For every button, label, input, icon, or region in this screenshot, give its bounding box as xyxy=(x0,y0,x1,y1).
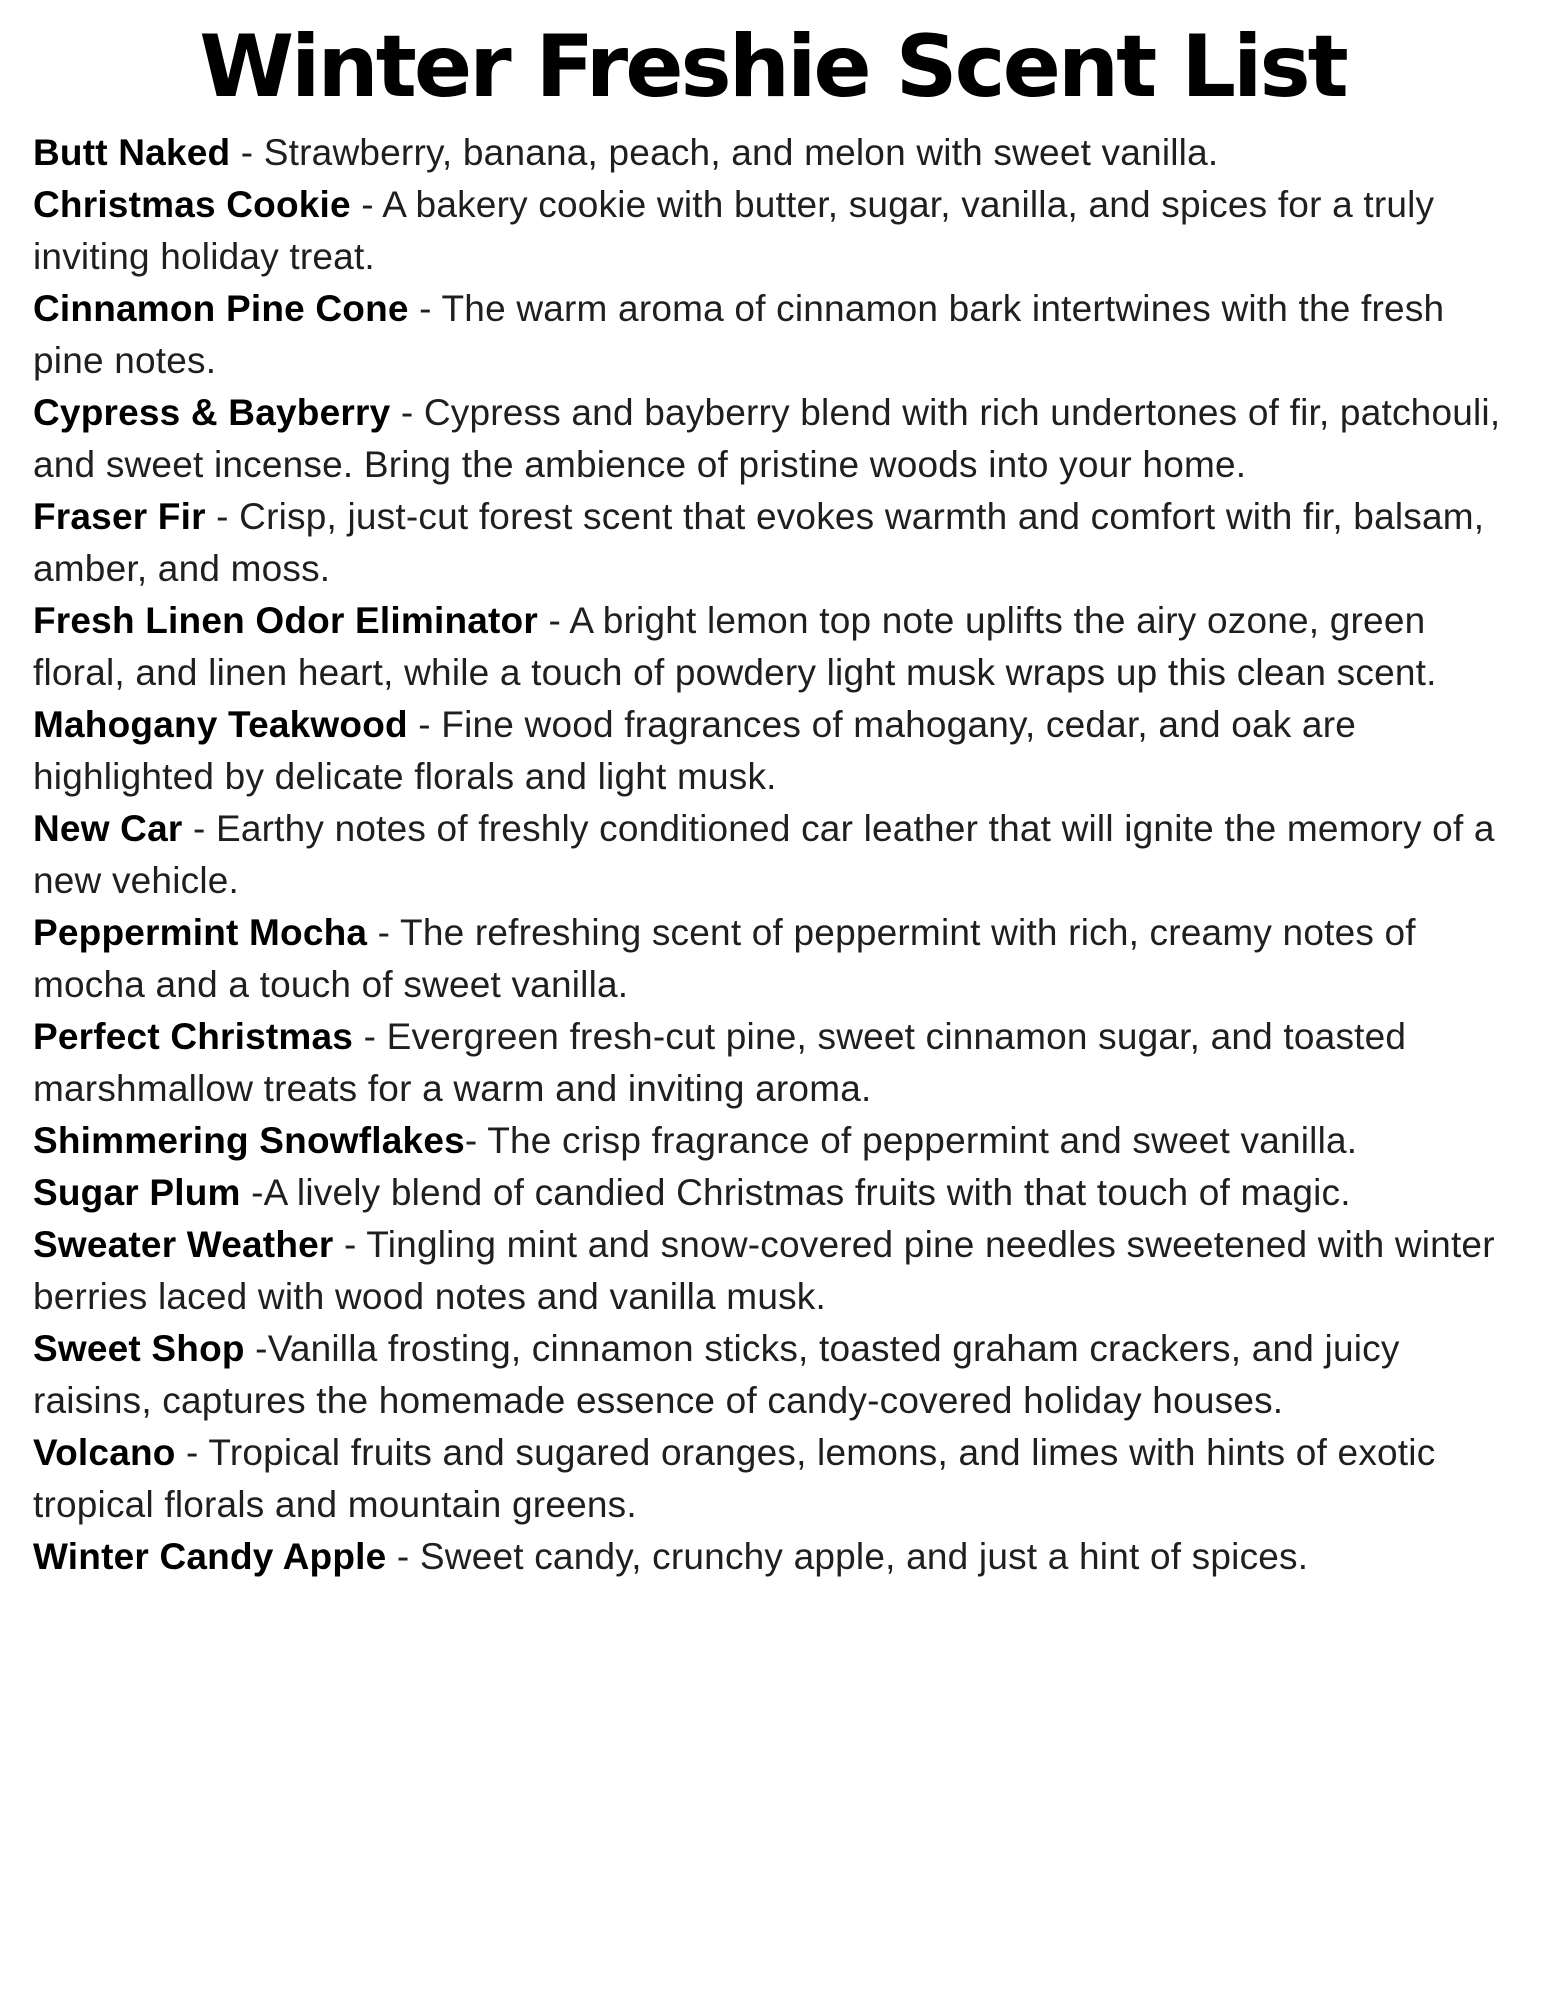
scent-name: Peppermint Mocha xyxy=(33,911,368,953)
scent-name: New Car xyxy=(33,807,183,849)
scent-name: Volcano xyxy=(33,1431,176,1473)
scent-item-fraser-fir xyxy=(33,491,1512,595)
scent-description: - The crisp fragrance of peppermint and sweet vanilla. xyxy=(464,1119,1358,1161)
scent-name: Christmas Cookie xyxy=(33,183,351,225)
scent-name: Perfect Christmas xyxy=(33,1015,354,1057)
scent-name: Sugar Plum xyxy=(33,1171,241,1213)
scent-item-shimmering-snowflakes xyxy=(33,1115,1512,1167)
page-title: Winter Freshie Scent List xyxy=(199,17,1346,117)
scent-item-cinnamon-pine-cone xyxy=(33,283,1512,387)
scent-description: - Cypress and bayberry blend with rich undertones of fir, patchouli, and sweet incense. Bring the ambience of pristine woods into your home. xyxy=(33,391,1501,485)
scent-name: Fresh Linen Odor Eliminator xyxy=(33,599,538,641)
scent-item-fresh-linen-odor-eliminator xyxy=(33,595,1512,699)
scent-description: - Sweet candy, crunchy apple, and just a hint of spices. xyxy=(386,1535,1309,1577)
scent-name: Winter Candy Apple xyxy=(33,1535,387,1577)
scent-name: Butt Naked xyxy=(33,131,231,173)
scent-description: - A bright lemon top note uplifts the airy ozone, green floral, and linen heart, while a touch of powdery light musk wraps up this clean scent. xyxy=(33,599,1437,693)
scent-item-cypress-bayberry xyxy=(33,387,1512,491)
scent-name: Sweet Shop xyxy=(33,1327,245,1369)
scent-item-volcano xyxy=(33,1427,1512,1531)
scent-name: Sweater Weather xyxy=(33,1223,334,1265)
scent-name: Cinnamon Pine Cone xyxy=(33,287,409,329)
scent-description: - Tropical fruits and sugared oranges, lemons, and limes with hints of exotic tropical florals and mountain greens. xyxy=(33,1431,1436,1525)
scent-item-new-car xyxy=(33,803,1512,907)
scent-item-peppermint-mocha xyxy=(33,907,1512,1011)
scent-item-sugar-plum xyxy=(33,1167,1512,1219)
scent-description: - A bakery cookie with butter, sugar, vanilla, and spices for a truly inviting holiday treat. xyxy=(33,183,1435,277)
scent-description: - Earthy notes of freshly conditioned car leather that will ignite the memory of a new vehicle. xyxy=(33,807,1495,901)
scent-name: Mahogany Teakwood xyxy=(33,703,408,745)
scent-description: - Evergreen fresh-cut pine, sweet cinnamon sugar, and toasted marshmallow treats for a warm and inviting aroma. xyxy=(33,1015,1407,1109)
scent-description: - Tingling mint and snow-covered pine needles sweetened with winter berries laced with wood notes and vanilla musk. xyxy=(33,1223,1495,1317)
scent-item-mahogany-teakwood xyxy=(33,699,1512,803)
scent-item-perfect-christmas xyxy=(33,1011,1512,1115)
scent-item-christmas-cookie xyxy=(33,179,1512,283)
scent-description: - Fine wood fragrances of mahogany, cedar, and oak are highlighted by delicate florals and light musk. xyxy=(33,703,1357,797)
scent-name: Cypress & Bayberry xyxy=(33,391,391,433)
scent-item-sweet-shop xyxy=(33,1323,1512,1427)
scent-description: - Strawberry, banana, peach, and melon with sweet vanilla. xyxy=(230,131,1219,173)
scent-item-winter-candy-apple xyxy=(33,1531,1512,1583)
scent-item-butt-naked xyxy=(33,127,1512,179)
scent-description: - The warm aroma of cinnamon bark intertwines with the fresh pine notes. xyxy=(33,287,1445,381)
scent-description: -A lively blend of candied Christmas fruits with that touch of magic. xyxy=(240,1171,1351,1213)
scent-description: -Vanilla frosting, cinnamon sticks, toasted graham crackers, and juicy raisins, captures the homemade essence of candy-covered holiday houses. xyxy=(33,1327,1400,1421)
scent-name: Fraser Fir xyxy=(33,495,206,537)
scent-name: Shimmering Snowflakes xyxy=(33,1119,465,1161)
scent-item-sweater-weather xyxy=(33,1219,1512,1323)
scent-description: - Crisp, just-cut forest scent that evokes warmth and comfort with fir, balsam, amber, and moss. xyxy=(33,495,1485,589)
scent-description: - The refreshing scent of peppermint with rich, creamy notes of mocha and a touch of sweet vanilla. xyxy=(33,911,1416,1005)
scent-list xyxy=(33,127,1512,1583)
